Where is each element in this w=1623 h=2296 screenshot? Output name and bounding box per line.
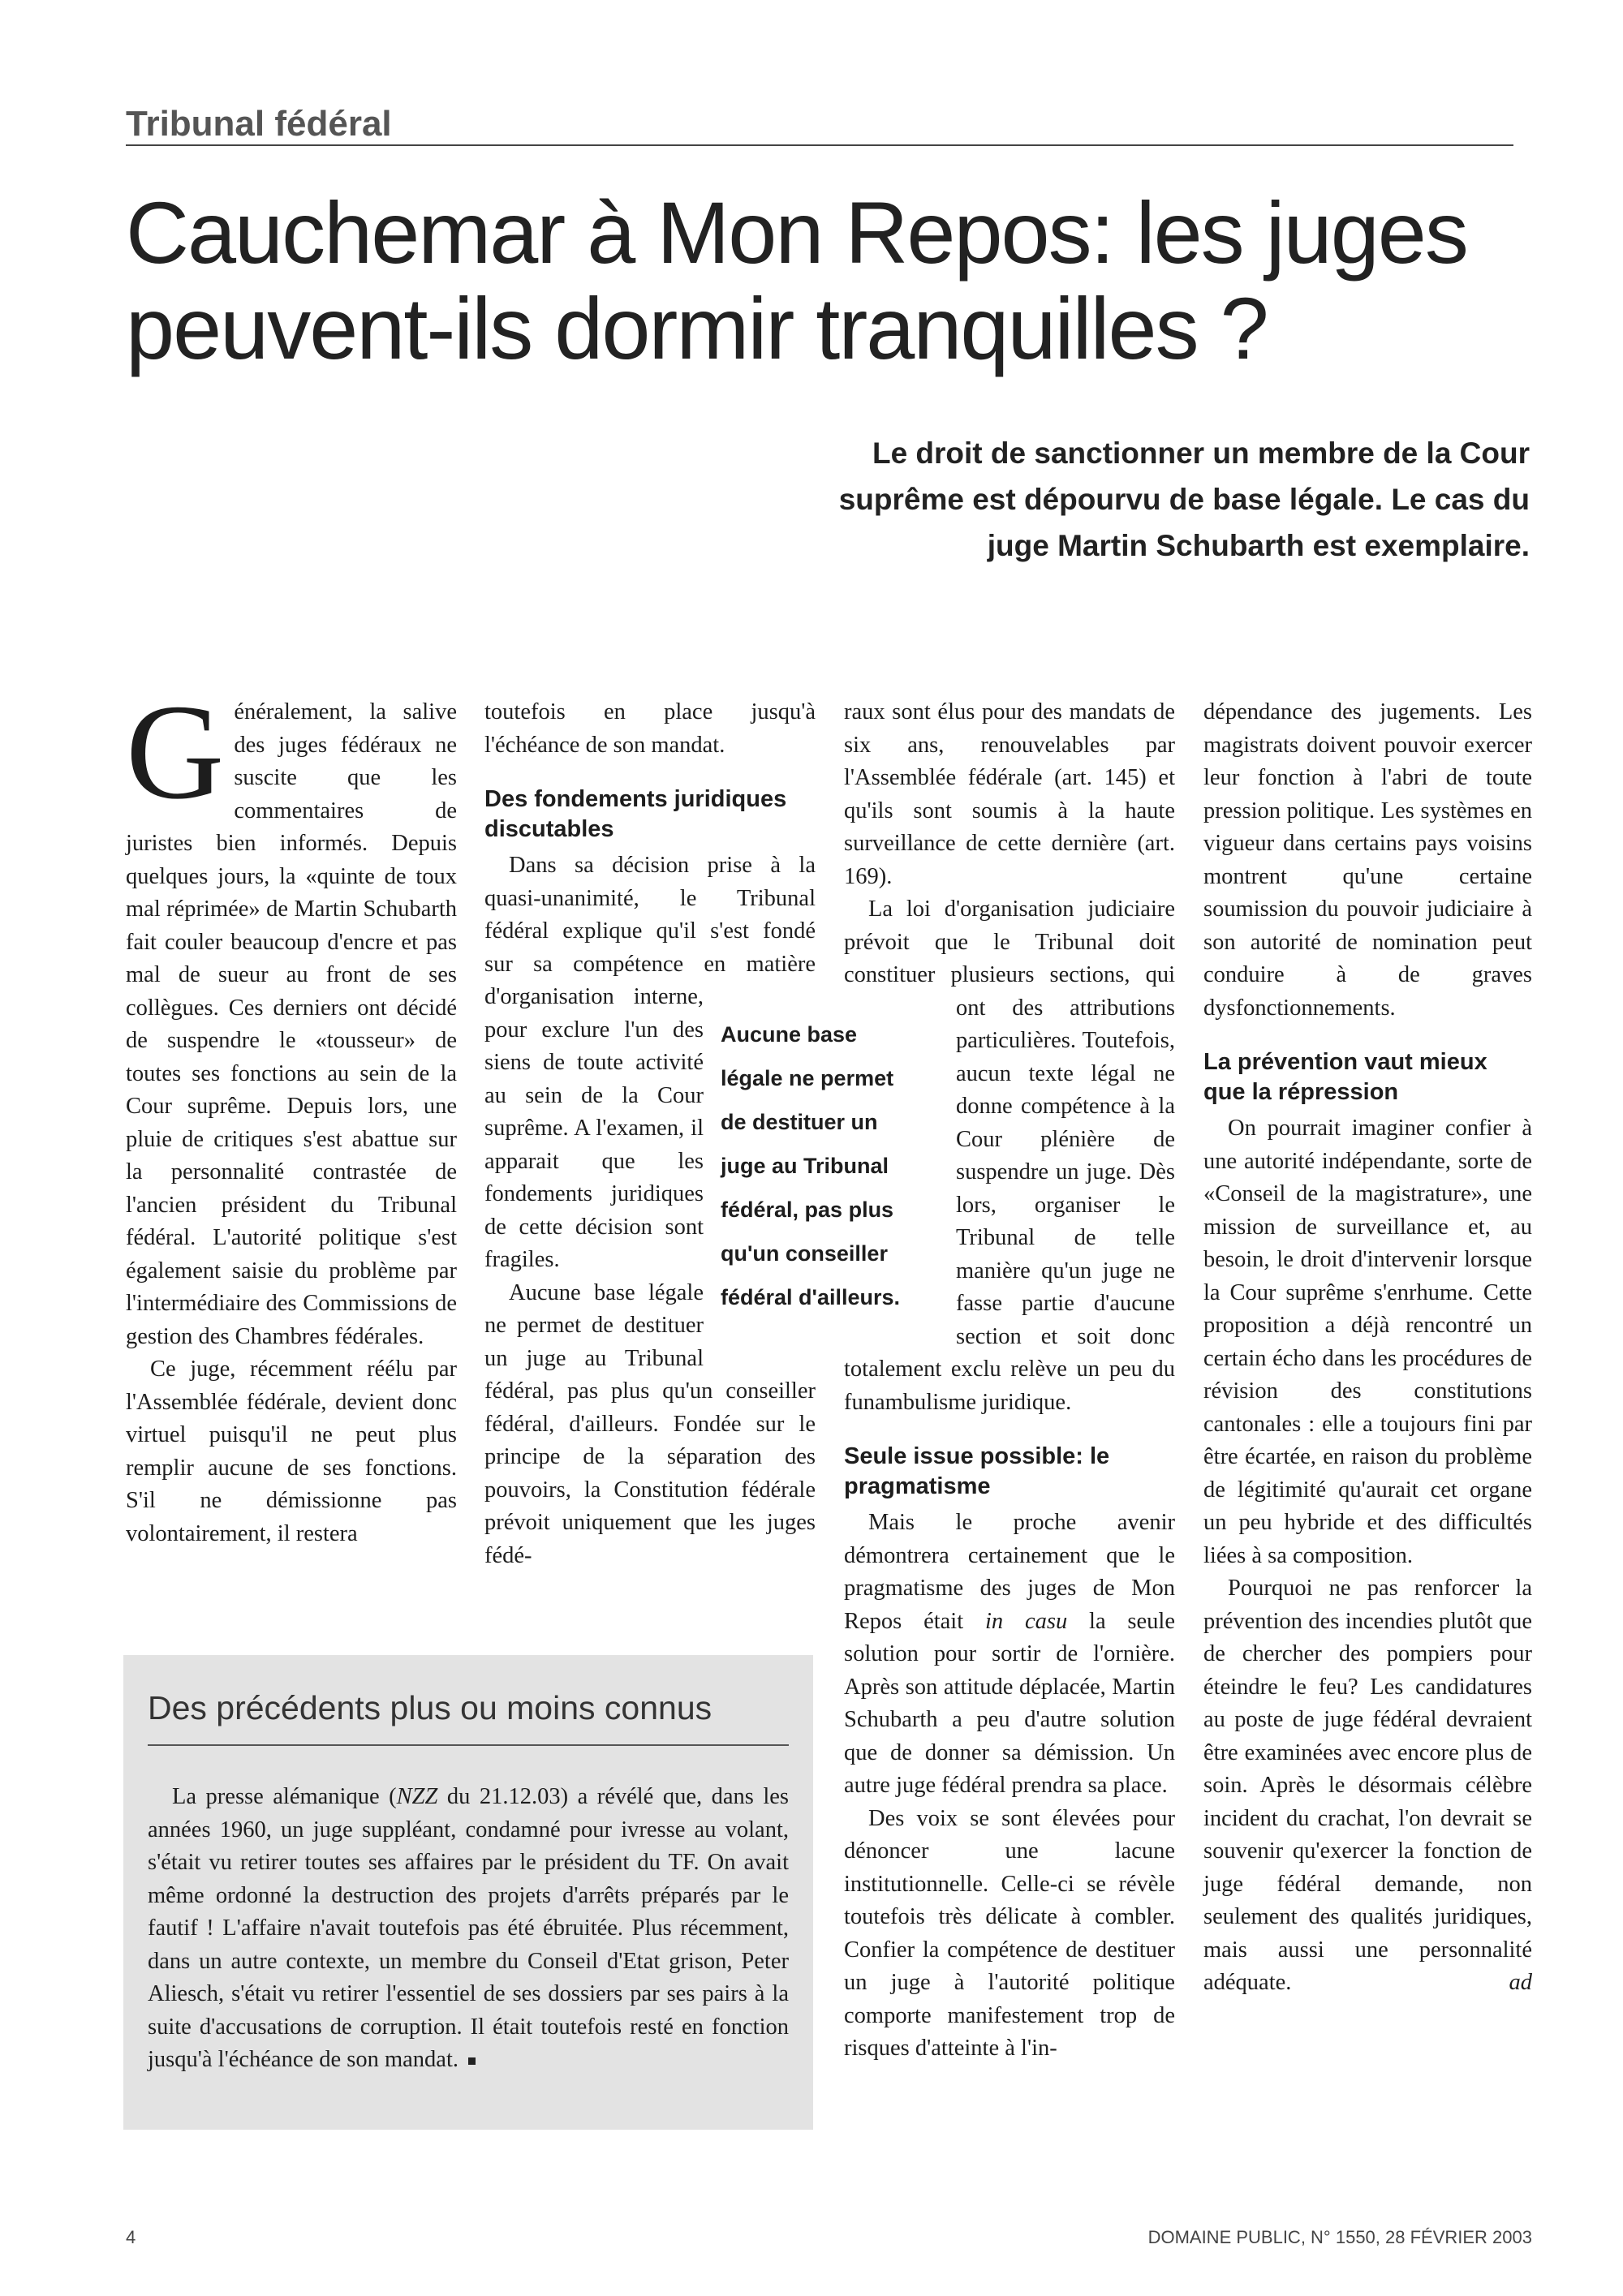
- paragraph: dépendance des jugements. Les magistrats doivent pouvoir exercer leur fonction à l'abri de toute pression politique. Les systèmes en vigueur dans certains pays voisins montrent qu'une certaine soumission du pouvoir judiciaire à son autorité de nomination peut conduire à de graves dysfonctionnements.: [1203, 699, 1532, 1021]
- article-title: Cauchemar à Mon Repos: les juges peuvent-ils dormir tranquilles ?: [126, 183, 1467, 377]
- sidebar-text: [148, 1781, 789, 2077]
- emphasis: in casu: [984, 1608, 1068, 1634]
- pull-quote: Aucune base légale ne permet de destituer un juge au Tribunal fédéral, pas plus qu'un conseiller fédéral d'ailleurs.: [721, 1022, 901, 1309]
- sidebar-text-part: du 21.12.03) a révélé que, dans les années 1960, un juge suppléant, condamné pour ivresse au volant, s'était vu retirer toutes ses affaires par le président du TF. On avait même ordonné la destruction des projets d'arrêts préparés par le fautif ! L'affaire n'avait toutefois pas été ébruitée. Plus récemment, dans un autre contexte, un membre du Conseil d'Etat grison, Peter Aliesch, s'était vu retirer l'essentiel de ses dossiers par ses pairs à la suite d'accusations de corruption. Il était toutefois resté en fonction jusqu'à l'échéance de son mandat.: [148, 1784, 789, 2072]
- article-column-4: [1203, 696, 1532, 2000]
- emphasis: NZZ: [396, 1784, 438, 1809]
- paragraph: [844, 1507, 1175, 1803]
- sidebar-text-part: La presse alémanique (: [172, 1784, 397, 1809]
- paragraph: Dans sa décision prise à la quasi-unanimité, le Tribunal fédéral explique qu'il s'est fondé sur sa compétence en matière d'organisation interne, pour exclure l'un des siens de toute activité au sein de la Cour suprême. A l'examen, il apparait que les fondements juridiques de cette décision sont fragiles.: [484, 853, 816, 1272]
- paragraph: [126, 677, 457, 1353]
- drop-cap: G: [126, 677, 225, 828]
- paragraph: toutefois en place jusqu'à l'échéance de son mandat.: [484, 699, 816, 758]
- sidebar-box: [123, 1655, 813, 2130]
- paragraph: La loi d'organisation judiciaire prévoit que le Tribunal doit constituer plusieurs sections, qui ont des attributions particulières. Toutefois, aucun texte légal ne donne compétence à la Cour plénière de suspendre un juge. Dès lors, organiser le Tribunal de telle manière qu'un juge ne fasse partie d'aucune section et soit donc totalement exclu relève un peu du funambulisme juridique.: [844, 896, 1175, 1415]
- sidebar-title: Des précédents plus ou moins connus: [148, 1688, 789, 1746]
- paragraph: On pourrait imaginer confier à une autorité indépendante, sorte de «Conseil de la magistrature», une mission de surveillance et, au besoin, le droit d'intervenir lorsque la Cour suprême s'enrhume. Cette proposition a déjà rencontré un certain écho dans les procédures de révision des constitutions cantonales : elle a toujours fini par être écartée, en raison du problème de légitimité qu'aurait cet organe un peu hybride et des difficultés liées à sa composition.: [1203, 1116, 1532, 1568]
- section-heading: La prévention vaut mieux que la répression: [1203, 1049, 1487, 1105]
- author-signature: ad: [1509, 1970, 1532, 1995]
- paragraph: raux sont élus pour des mandats de six ans, renouvelables par l'Assemblée fédérale (art. 145) et qu'ils sont soumis à la haute surveillance de cette dernière (art. 169).: [844, 699, 1175, 889]
- page-number: 4: [126, 2227, 136, 2247]
- article-column-1: [126, 677, 457, 1550]
- paragraph: Aucune base légale ne permet de destituer un juge au Tribunal fédéral, pas plus qu'un conseiller fédéral, d'ailleurs. Fondée sur le principe de la séparation des pouvoirs, la Constitution fédérale prévoit uniquement que les juges fédé-: [484, 1279, 816, 1568]
- paragraph-text: la seule solution pour sortir de l'ornière. Après son attitude déplacée, Martin Schubarth a peu d'autre solution que de donner sa démission. Un autre juge fédéral prendra sa place.: [844, 1608, 1175, 1798]
- section-rubric: Tribunal fédéral: [126, 104, 1513, 146]
- section-heading: Seule issue possible: le pragmatisme: [844, 1443, 1110, 1499]
- paragraph-text: Mais le proche avenir démontrera certainement que le pragmatisme des juges de Mon Repos était: [844, 1510, 1175, 1634]
- end-mark-icon: [468, 2057, 476, 2065]
- article-standfirst: Le droit de sanctionner un membre de la Cour suprême est dépourvu de base légale. Le cas du juge Martin Schubarth est exemplaire.: [838, 436, 1530, 562]
- section-heading: Des fondements juridiques discutables: [484, 786, 787, 842]
- issue-info: DOMAINE PUBLIC, N° 1550, 28 FÉVRIER 2003: [1147, 2227, 1532, 2247]
- paragraph-text: énéralement, la salive des juges fédéraux ne suscite que les commentaires de juristes bien informés. Depuis quelques jours, la «quinte de toux mal réprimée» de Martin Schubarth fait couler beaucoup d'encre et pas mal de sueur au front de ses collègues. Ces derniers ont décidé de suspendre le «tousseur» de toutes ses fonctions au sein de la Cour suprême. Depuis lors, une pluie de critiques s'est abattue sur la personnalité contrastée de l'ancien président du Tribunal fédéral. L'autorité politique s'est également saisie du problème par l'intermédiaire des Commissions de gestion des Chambres fédérales.: [126, 699, 457, 1349]
- paragraph: [1203, 1572, 1532, 2000]
- paragraph-text: Pourquoi ne pas renforcer la prévention des incendies plutôt que de chercher des pompiers pour éteindre le feu? Les candidatures au poste de juge fédéral devraient être examinées avec encore plus de soin. Après le désormais célèbre incident du crachat, l'on devrait se souvenir qu'exercer la fonction de juge fédéral demande, non seulement des qualités juridiques, mais aussi une personnalité adéquate.: [1203, 1576, 1532, 1995]
- paragraph: Des voix se sont élevées pour dénoncer une lacune institutionnelle. Celle-ci se révèle toutefois très délicate à combler. Confier la compétence de destituer un juge à l'autorité politique comporte manifestement trop de risques d'atteinte à l'in-: [844, 1805, 1175, 2061]
- paragraph: Ce juge, récemment réélu par l'Assemblée fédérale, devient donc virtuel puisqu'il ne peut plus remplir aucune de ses fonctions. S'il ne démissionne pas volontairement, il restera: [126, 1357, 457, 1546]
- article-column-3: [844, 696, 1175, 2066]
